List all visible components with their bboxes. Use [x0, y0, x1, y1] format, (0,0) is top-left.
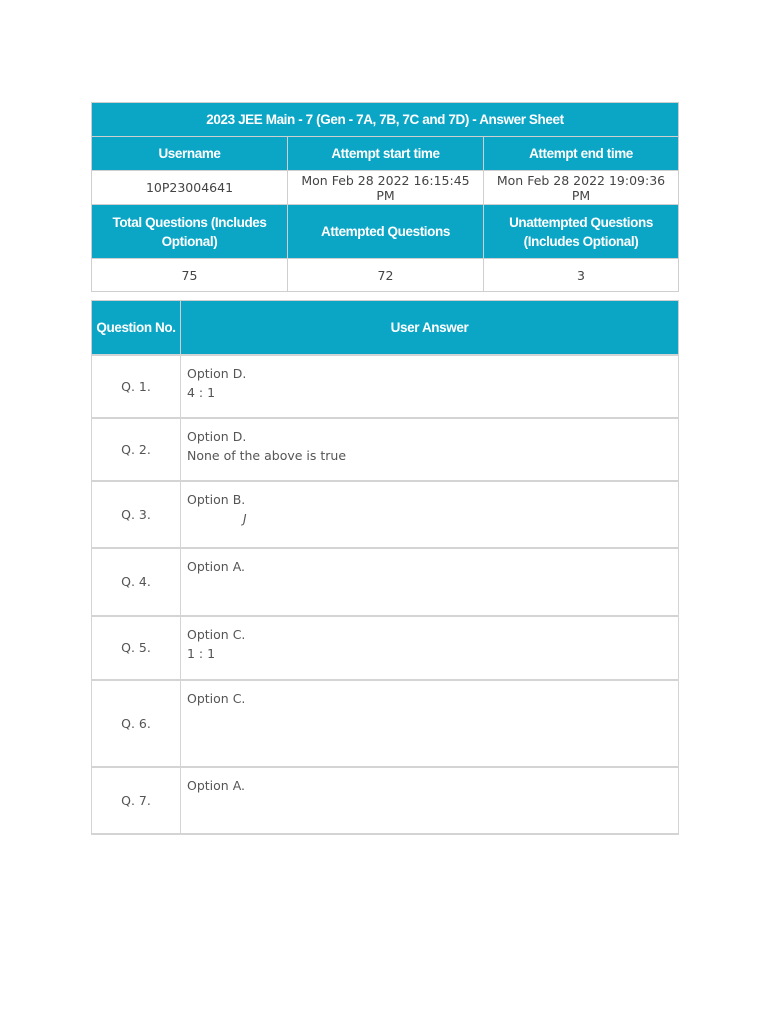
user-answer-cell — [181, 418, 679, 481]
answer-option: Option C. — [187, 626, 246, 642]
answer-option: Option D. — [187, 365, 247, 381]
user-answer-cell — [181, 548, 679, 616]
attempted-questions-header: Attempted Questions — [288, 205, 484, 259]
table-row — [92, 548, 679, 616]
question-number: Q. 6. — [92, 680, 181, 767]
question-no-header: Question No. — [92, 301, 181, 355]
answer-detail: J — [243, 511, 247, 526]
answer-sheet-title: 2023 JEE Main - 7 (Gen - 7A, 7B, 7C and 7D) - Answer Sheet — [92, 103, 679, 137]
summary-table — [91, 102, 679, 292]
username-header: Username — [92, 137, 288, 171]
user-answer-cell — [181, 767, 679, 834]
user-answer-cell — [181, 616, 679, 680]
question-number: Q. 7. — [92, 767, 181, 834]
attempt-end-header: Attempt end time — [484, 137, 679, 171]
answer-detail: 4 : 1 — [187, 384, 216, 400]
answer-option: Option C. — [187, 690, 246, 706]
answer-detail: 1 : 1 — [187, 645, 216, 661]
table-row — [92, 481, 679, 548]
user-answer-cell — [181, 481, 679, 548]
unattempted-questions-header: Unattempted Questions (Includes Optional) — [484, 205, 679, 259]
table-row — [92, 680, 679, 767]
answers-table — [91, 300, 679, 835]
total-questions-value: 75 — [92, 259, 288, 292]
answer-option: Option D. — [187, 428, 247, 444]
answer-option: Option A. — [187, 777, 245, 793]
question-number: Q. 4. — [92, 548, 181, 616]
question-number: Q. 2. — [92, 418, 181, 481]
table-row — [92, 418, 679, 481]
user-answer-cell — [181, 355, 679, 418]
user-answer-header: User Answer — [181, 301, 679, 355]
attempted-questions-value: 72 — [288, 259, 484, 292]
question-number: Q. 5. — [92, 616, 181, 680]
table-row — [92, 616, 679, 680]
attempt-start-header: Attempt start time — [288, 137, 484, 171]
question-number: Q. 1. — [92, 355, 181, 418]
answer-option: Option B. — [187, 491, 246, 507]
attempt-end-value: Mon Feb 28 2022 19:09:36 PM — [484, 171, 679, 205]
answer-option: Option A. — [187, 558, 245, 574]
table-row — [92, 767, 679, 834]
unattempted-questions-value: 3 — [484, 259, 679, 292]
answer-detail: None of the above is true — [187, 447, 347, 463]
attempt-start-value: Mon Feb 28 2022 16:15:45 PM — [288, 171, 484, 205]
table-row — [92, 355, 679, 418]
user-answer-cell — [181, 680, 679, 767]
question-number: Q. 3. — [92, 481, 181, 548]
total-questions-header: Total Questions (Includes Optional) — [92, 205, 288, 259]
username-value: 10P23004641 — [92, 171, 288, 205]
